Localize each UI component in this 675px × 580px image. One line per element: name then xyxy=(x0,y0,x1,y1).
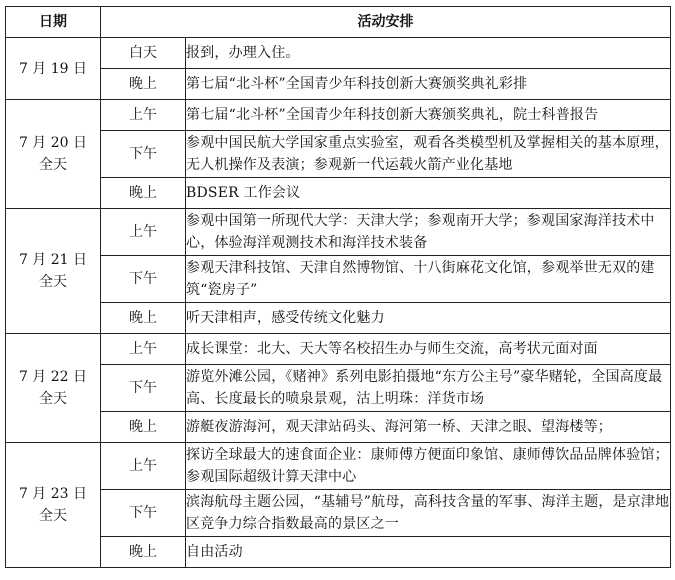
period-cell: 晚上 xyxy=(101,178,186,209)
period-cell: 下午 xyxy=(101,131,186,178)
day-date: 7 月 22 日 xyxy=(18,369,88,385)
day-sub: 全天 xyxy=(39,274,67,290)
period-cell: 上午 xyxy=(101,443,186,490)
period-cell: 下午 xyxy=(101,490,186,537)
table-row xyxy=(6,178,671,209)
table-row xyxy=(6,100,671,131)
activity-column-header: 活动安排 xyxy=(101,7,671,38)
activity-cell: 第七届“北斗杯”全国青少年科技创新大赛颁奖典礼，院士科普报告 xyxy=(186,100,671,131)
period-cell: 晚上 xyxy=(101,69,186,100)
table-row xyxy=(6,209,671,256)
activity-cell: BDSER 工作会议 xyxy=(186,178,671,209)
day-date: 7 月 19 日 xyxy=(18,60,88,77)
period-cell: 上午 xyxy=(101,100,186,131)
day-cell xyxy=(6,443,101,568)
table-row xyxy=(6,256,671,303)
table-row xyxy=(6,334,671,365)
activity-cell: 参观天津科技馆、天津自然博物馆、十八街麻花文化馆，参观举世无双的建筑“瓷房子” xyxy=(186,256,671,303)
activity-cell: 探访全球最大的速食面企业：康师傅方便面印象馆、康师傅饮品品牌体验馆；参观国际超级计算天津中心 xyxy=(186,443,671,490)
table-row xyxy=(6,69,671,100)
activity-cell: 游览外滩公园，《赌神》系列电影拍摄地“东方公主号”豪华赌轮，全国高度最高、长度最长的喷泉景观，沽上明珠：洋货市场 xyxy=(186,365,671,412)
activity-cell: 游艇夜游海河，观天津站码头、海河第一桥、天津之眼、望海楼等； xyxy=(186,412,671,443)
day-cell xyxy=(6,100,101,209)
day-sub: 全天 xyxy=(39,157,67,173)
activity-cell: 自由活动 xyxy=(186,537,671,568)
table-row xyxy=(6,365,671,412)
table-row xyxy=(6,412,671,443)
period-cell: 白天 xyxy=(101,38,186,69)
day-cell xyxy=(6,209,101,334)
table-row xyxy=(6,303,671,334)
day-date: 7 月 23 日 xyxy=(18,486,88,502)
table-header-row xyxy=(6,7,671,38)
day-date: 7 月 20 日 xyxy=(18,135,88,151)
table-row xyxy=(6,537,671,568)
period-cell: 下午 xyxy=(101,365,186,412)
activity-cell: 滨海航母主题公园，“基辅号”航母，高科技含量的军事、海洋主题，是京津地区竞争力综合指数最高的景区之一 xyxy=(186,490,671,537)
table-row xyxy=(6,131,671,178)
table-row xyxy=(6,38,671,69)
day-cell xyxy=(6,334,101,443)
activity-cell: 第七届“北斗杯”全国青少年科技创新大赛颁奖典礼彩排 xyxy=(186,69,671,100)
activity-cell: 报到，办理入住。 xyxy=(186,38,671,69)
day-date: 7 月 21 日 xyxy=(18,252,88,268)
day-sub: 全天 xyxy=(39,391,67,407)
table-row xyxy=(6,443,671,490)
period-cell: 晚上 xyxy=(101,537,186,568)
period-cell: 上午 xyxy=(101,334,186,365)
activity-cell: 听天津相声，感受传统文化魅力 xyxy=(186,303,671,334)
period-cell: 晚上 xyxy=(101,303,186,334)
schedule-table xyxy=(5,6,671,568)
day-sub: 全天 xyxy=(39,508,67,524)
period-cell: 下午 xyxy=(101,256,186,303)
period-cell: 晚上 xyxy=(101,412,186,443)
table-row xyxy=(6,490,671,537)
period-cell: 上午 xyxy=(101,209,186,256)
activity-cell: 成长课堂：北大、天大等名校招生办与师生交流，高考状元面对面 xyxy=(186,334,671,365)
activity-cell: 参观中国第一所现代大学：天津大学；参观南开大学；参观国家海洋技术中心，体验海洋观测技术和海洋技术装备 xyxy=(186,209,671,256)
activity-cell: 参观中国民航大学国家重点实验室，观看各类模型机及掌握相关的基本原理，无人机操作及表演；参观新一代运载火箭产业化基地 xyxy=(186,131,671,178)
date-column-header: 日期 xyxy=(6,7,101,38)
day-cell xyxy=(6,38,101,100)
